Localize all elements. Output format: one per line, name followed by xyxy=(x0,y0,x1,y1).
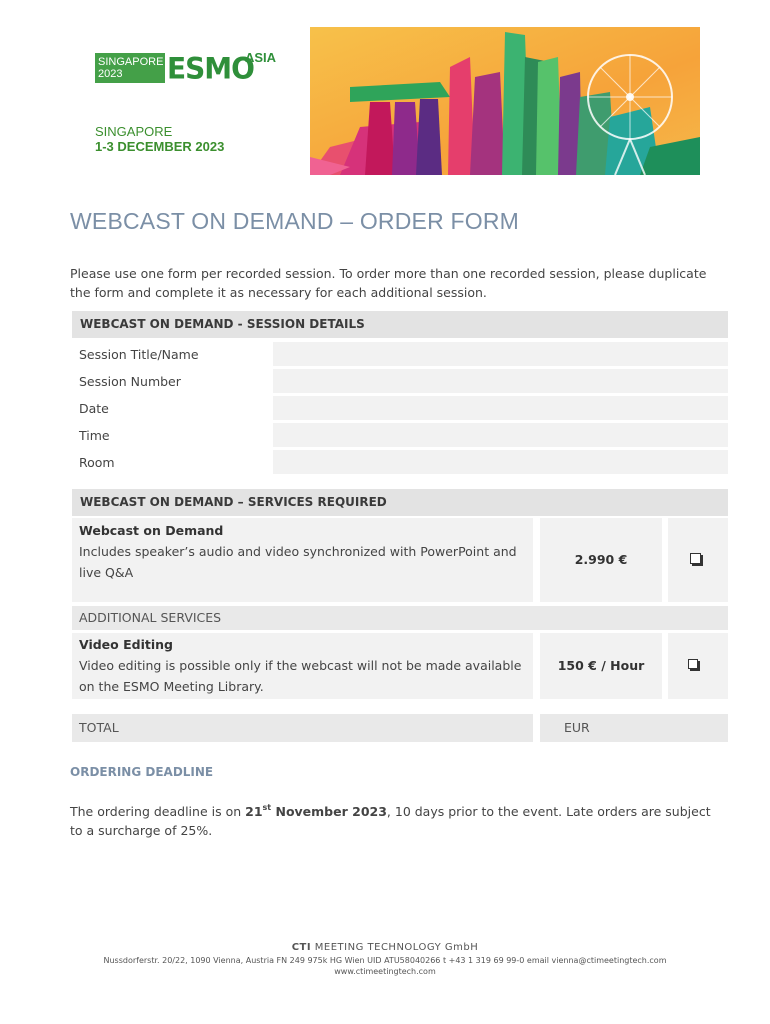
deadline-date-day: 21 xyxy=(245,804,263,819)
total-label: TOTAL xyxy=(72,714,533,742)
deadline-date-sup: st xyxy=(262,803,272,812)
room-label: Room xyxy=(79,455,115,470)
deadline-text-before: The ordering deadline is on xyxy=(70,804,246,819)
esmo-asia-logo xyxy=(95,50,277,87)
ordering-deadline-heading: ORDERING DEADLINE xyxy=(70,765,214,779)
services-heading: WEBCAST ON DEMAND – SERVICES REQUIRED xyxy=(72,489,728,516)
webcast-price: 2.990 € xyxy=(540,518,662,602)
footer-address: Nussdorferstr. 20/22, 1090 Vienna, Austria FN 249 975k HG Wien UID ATU58040266 t +43 1 319 69 99-0 email vienna@ctimeetingtech.com xyxy=(103,956,667,965)
event-location xyxy=(95,124,224,154)
footer-website: www.ctimeetingtech.com xyxy=(334,967,436,976)
logo-asia-text: ASIA xyxy=(245,50,277,65)
session-title-label: Session Title/Name xyxy=(79,347,199,362)
webcast-checkbox-cell xyxy=(668,518,728,602)
session-title-field[interactable] xyxy=(273,342,728,366)
ordering-deadline-text xyxy=(70,798,720,840)
location-city: SINGAPORE xyxy=(95,124,173,139)
room-field[interactable] xyxy=(273,450,728,474)
page-title: WEBCAST ON DEMAND – ORDER FORM xyxy=(70,208,519,234)
video-editing-description: Video editing is possible only if the webcast will not be made available on the ESMO Meeting Library. xyxy=(79,658,522,694)
footer-company-bold: CTI xyxy=(291,942,312,953)
page-footer xyxy=(0,942,770,976)
intro-paragraph: Please use one form per recorded session. To order more than one recorded session, please duplicate the form and complete it as necessary for each additional session. xyxy=(70,266,707,300)
video-editing-checkbox[interactable] xyxy=(688,659,698,669)
session-details-heading: WEBCAST ON DEMAND - SESSION DETAILS xyxy=(72,311,728,338)
webcast-service-description: Includes speaker’s audio and video synchronized with PowerPoint and live Q&A xyxy=(79,544,517,580)
logo-singapore-box xyxy=(95,53,165,83)
total-field[interactable]: EUR xyxy=(540,714,728,742)
webcast-service-name: Webcast on Demand xyxy=(79,523,224,538)
logo-box-line2: 2023 xyxy=(98,68,123,80)
logo-esmo-text: ESMO xyxy=(167,51,254,86)
webcast-service-cell xyxy=(72,518,533,602)
time-label: Time xyxy=(79,428,110,443)
footer-company-rest: MEETING TECHNOLOGY GmbH xyxy=(311,942,479,953)
session-number-field[interactable] xyxy=(273,369,728,393)
deadline-date-rest: November 2023 xyxy=(271,804,387,819)
deadline-text-after: , 10 days prior to the event. Late orders are subject to a surcharge of 25%. xyxy=(70,804,711,838)
location-dates: 1-3 DECEMBER 2023 xyxy=(95,139,225,154)
video-editing-checkbox-cell xyxy=(668,633,728,699)
video-editing-name: Video Editing xyxy=(79,637,173,652)
webcast-checkbox[interactable] xyxy=(690,553,701,564)
video-editing-price: 150 € / Hour xyxy=(540,633,662,699)
session-number-label: Session Number xyxy=(79,374,181,389)
video-editing-cell xyxy=(72,633,533,699)
logo-box-line1: SINGAPORE xyxy=(98,56,164,68)
footer-company xyxy=(0,942,770,953)
date-label: Date xyxy=(79,401,109,416)
singapore-skyline-banner xyxy=(310,27,700,175)
additional-services-heading: ADDITIONAL SERVICES xyxy=(72,606,728,630)
time-field[interactable] xyxy=(273,423,728,447)
date-field[interactable] xyxy=(273,396,728,420)
